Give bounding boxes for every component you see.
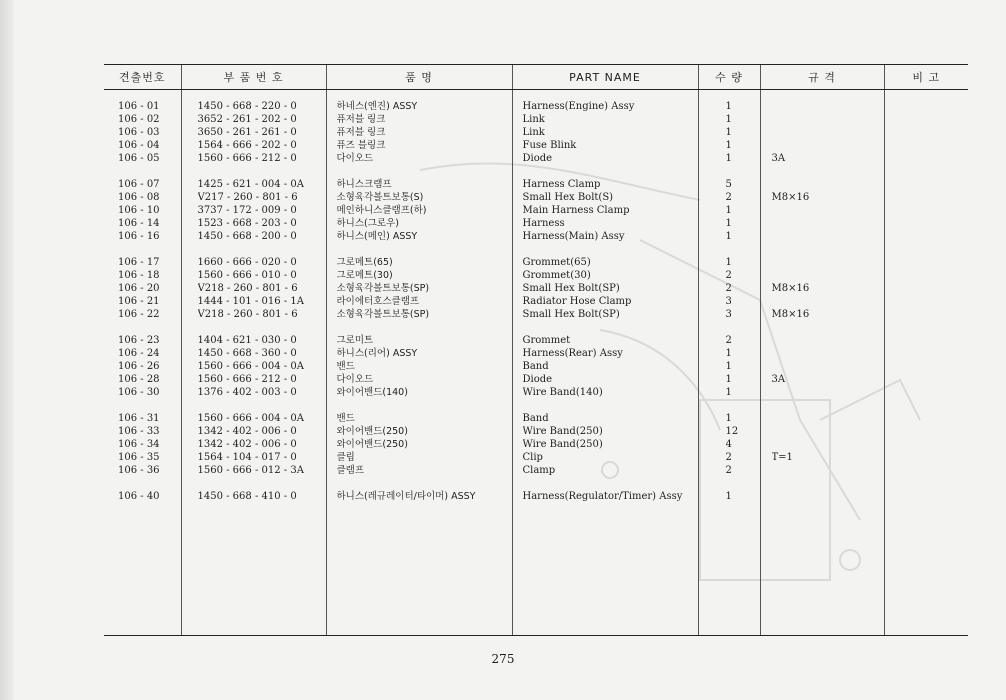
cell-ko: 퓨저블 링크 (336, 114, 386, 125)
cell-no: 106 - 23 (118, 335, 160, 346)
group-gap (198, 243, 325, 256)
group-gap (523, 243, 697, 256)
cell-no: 106 - 14 (118, 218, 160, 229)
cell-no: 106 - 30 (118, 387, 160, 398)
cell-spec (772, 178, 883, 191)
group-gap (337, 399, 511, 412)
cell-ko: 와이어밴드(140) (336, 387, 408, 398)
cell-pn: 1560 - 666 - 004 - 0A (197, 361, 304, 372)
cell-en: Wire Band(250) (522, 426, 603, 437)
cell-ko: 라이에터호스클램프 (336, 296, 420, 307)
group-gap (772, 399, 883, 412)
column-qty (698, 90, 760, 636)
cell-en: Clip (522, 452, 543, 463)
header-korean-name: 품 명 (326, 65, 512, 90)
cell-ko: 그로메트(30) (336, 270, 393, 281)
cell-spec (772, 230, 883, 243)
cell-ko: 소형육각볼트보통(SP) (336, 309, 430, 320)
cell-spec (772, 126, 883, 139)
cell-ko: 하니스(그로우) (336, 218, 399, 229)
cell-pn: 1560 - 666 - 212 - 0 (197, 153, 297, 164)
cell-qty: 1 (725, 101, 732, 112)
parts-table (104, 64, 968, 636)
cell-spec (772, 360, 883, 373)
cell-spec (772, 425, 883, 438)
cell-en: Small Hex Bolt(SP) (522, 283, 620, 294)
page-edge (0, 0, 14, 700)
cell-qty: 12 (725, 426, 739, 437)
group-gap (198, 399, 325, 412)
group-gap (523, 165, 697, 178)
group-gap (726, 165, 759, 178)
group-gap (118, 477, 180, 490)
header-remarks: 비 고 (884, 65, 968, 90)
cell-qty: 2 (725, 335, 732, 346)
cell-ko: 다이오드 (336, 153, 374, 164)
cell-pn: 1523 - 668 - 203 - 0 (197, 218, 297, 229)
cell-qty: 1 (725, 205, 732, 216)
cell-en: Grommet(65) (522, 257, 591, 268)
cell-ko: 하니스(리어) ASSY (336, 348, 418, 359)
cell-en: Harness(Engine) Assy (522, 101, 635, 112)
cell-ko: 메인하니스클램프(하) (336, 205, 427, 216)
header-part-number: 부 품 번 호 (181, 65, 326, 90)
cell-en: Radiator Hose Clamp (522, 296, 632, 307)
group-gap (337, 477, 511, 490)
group-gap (337, 165, 511, 178)
header-part-name: PART NAME (512, 65, 698, 90)
cell-no: 106 - 36 (118, 465, 160, 476)
cell-ko: 와이어밴드(250) (336, 426, 408, 437)
column-part-number (181, 90, 326, 636)
cell-qty: 3 (725, 309, 732, 320)
cell-qty: 2 (725, 270, 732, 281)
cell-no: 106 - 02 (118, 114, 160, 125)
cell-ko: 하니스(메인) ASSY (336, 231, 418, 242)
cell-spec: 3A (771, 153, 786, 164)
cell-pn: 1564 - 104 - 017 - 0 (197, 452, 297, 463)
cell-qty: 2 (725, 465, 732, 476)
cell-ko: 클램프 (336, 465, 365, 476)
group-gap (523, 321, 697, 334)
cell-ko: 그로미트 (336, 335, 374, 346)
cell-qty: 1 (725, 140, 732, 151)
cell-qty: 1 (725, 387, 732, 398)
cell-spec: M8×16 (771, 283, 810, 294)
cell-en: Small Hex Bolt(SP) (522, 309, 620, 320)
column-no (104, 90, 181, 636)
cell-pn: V217 - 260 - 801 - 6 (197, 192, 298, 203)
cell-pn: 1404 - 621 - 030 - 0 (197, 335, 297, 346)
cell-spec (772, 113, 883, 126)
cell-pn: 3650 - 261 - 261 - 0 (197, 127, 297, 138)
cell-no: 106 - 33 (118, 426, 160, 437)
cell-spec (772, 490, 883, 503)
cell-spec (772, 139, 883, 152)
cell-en: Harness Clamp (522, 179, 601, 190)
cell-en: Clamp (522, 465, 556, 476)
group-gap (772, 477, 883, 490)
cell-ko: 그로메트(65) (336, 257, 393, 268)
cell-ko: 소형육각볼트보통(SP) (336, 283, 430, 294)
cell-en: Harness(Main) Assy (522, 231, 625, 242)
cell-qty: 2 (725, 283, 732, 294)
header-no: 견출번호 (104, 65, 181, 90)
header-qty: 수 량 (698, 65, 760, 90)
header-spec: 규 격 (760, 65, 884, 90)
cell-no: 106 - 34 (118, 439, 160, 450)
cell-ko: 하니스크램프 (336, 179, 392, 190)
cell-en: Link (522, 114, 545, 125)
cell-qty: 1 (725, 361, 732, 372)
cell-qty: 1 (725, 413, 732, 424)
cell-pn: V218 - 260 - 801 - 6 (197, 283, 298, 294)
cell-spec (772, 386, 883, 399)
group-gap (523, 477, 697, 490)
cell-pn: 1564 - 666 - 202 - 0 (197, 140, 297, 151)
cell-qty: 1 (725, 127, 732, 138)
cell-pn: 1450 - 668 - 360 - 0 (197, 348, 297, 359)
cell-pn: 3652 - 261 - 202 - 0 (197, 114, 297, 125)
cell-pn: 1342 - 402 - 006 - 0 (197, 426, 297, 437)
cell-qty: 3 (725, 296, 732, 307)
cell-pn: 1342 - 402 - 006 - 0 (197, 439, 297, 450)
cell-no: 106 - 31 (118, 413, 160, 424)
group-gap (198, 321, 325, 334)
cell-spec: T=1 (771, 452, 793, 463)
cell-qty: 1 (725, 348, 732, 359)
cell-en: Harness (522, 218, 565, 229)
cell-spec: M8×16 (771, 192, 810, 203)
cell-pn: V218 - 260 - 801 - 6 (197, 309, 298, 320)
cell-en: Band (522, 413, 549, 424)
cell-en: Main Harness Clamp (522, 205, 630, 216)
cell-qty: 1 (725, 231, 732, 242)
cell-no: 106 - 35 (118, 452, 160, 463)
cell-no: 106 - 01 (118, 101, 160, 112)
cell-qty: 2 (725, 192, 732, 203)
cell-ko: 소형육각볼트보통(S) (336, 192, 424, 203)
cell-no: 106 - 22 (118, 309, 160, 320)
cell-ko: 다이오드 (336, 374, 374, 385)
cell-spec (772, 438, 883, 451)
cell-en: Small Hex Bolt(S) (522, 192, 614, 203)
group-gap (337, 243, 511, 256)
cell-en: Diode (522, 153, 553, 164)
cell-spec (772, 269, 883, 282)
cell-en: Grommet(30) (522, 270, 591, 281)
cell-en: Wire Band(250) (522, 439, 603, 450)
cell-pn: 1376 - 402 - 003 - 0 (197, 387, 297, 398)
group-gap (523, 399, 697, 412)
group-gap (772, 165, 883, 178)
cell-ko: 클립 (336, 452, 355, 463)
cell-en: Harness(Regulator/Timer) Assy (522, 491, 683, 502)
group-gap (772, 321, 883, 334)
group-gap (726, 243, 759, 256)
cell-spec (772, 334, 883, 347)
group-gap (198, 165, 325, 178)
cell-qty: 1 (725, 153, 732, 164)
cell-no: 106 - 40 (118, 491, 160, 502)
cell-pn: 1450 - 668 - 220 - 0 (197, 101, 297, 112)
cell-spec (772, 464, 883, 477)
column-part-name (512, 90, 698, 636)
cell-no: 106 - 17 (118, 257, 160, 268)
cell-en: Band (522, 361, 549, 372)
group-gap (726, 399, 759, 412)
cell-qty: 2 (725, 452, 732, 463)
cell-no: 106 - 07 (118, 179, 160, 190)
cell-qty: 1 (725, 257, 732, 268)
group-gap (118, 321, 180, 334)
cell-en: Wire Band(140) (522, 387, 603, 398)
group-gap (118, 399, 180, 412)
cell-qty: 1 (725, 374, 732, 385)
group-gap (118, 243, 180, 256)
table-body-row (104, 90, 968, 636)
cell-ko: 밴드 (336, 413, 355, 424)
cell-qty: 1 (725, 114, 732, 125)
cell-no: 106 - 21 (118, 296, 160, 307)
cell-spec: M8×16 (771, 309, 810, 320)
cell-pn: 1660 - 666 - 020 - 0 (197, 257, 297, 268)
cell-pn: 3737 - 172 - 009 - 0 (197, 205, 297, 216)
cell-ko: 하네스(엔진) ASSY (336, 101, 418, 112)
cell-spec (772, 100, 883, 113)
cell-no: 106 - 28 (118, 374, 160, 385)
cell-no: 106 - 03 (118, 127, 160, 138)
group-gap (726, 321, 759, 334)
group-gap (118, 165, 180, 178)
cell-pn: 1450 - 668 - 410 - 0 (197, 491, 297, 502)
column-remarks (884, 90, 968, 636)
cell-en: Link (522, 127, 545, 138)
cell-pn: 1444 - 101 - 016 - 1A (197, 296, 304, 307)
cell-en: Grommet (522, 335, 571, 346)
cell-spec (772, 347, 883, 360)
cell-spec: 3A (771, 374, 786, 385)
column-spec (760, 90, 884, 636)
cell-spec (772, 256, 883, 269)
page-number: 275 (491, 652, 515, 666)
cell-pn: 1425 - 621 - 004 - 0A (197, 179, 304, 190)
table-header-row (104, 65, 968, 90)
cell-ko: 하니스(레규레이터/타이머) ASSY (336, 491, 476, 502)
cell-qty: 4 (725, 439, 732, 450)
group-gap (198, 477, 325, 490)
cell-ko: 와이어밴드(250) (336, 439, 408, 450)
cell-pn: 1560 - 666 - 212 - 0 (197, 374, 297, 385)
cell-no: 106 - 20 (118, 283, 160, 294)
cell-no: 106 - 10 (118, 205, 160, 216)
cell-spec (772, 217, 883, 230)
cell-en: Diode (522, 374, 553, 385)
cell-no: 106 - 04 (118, 140, 160, 151)
group-gap (337, 321, 511, 334)
cell-qty: 1 (725, 491, 732, 502)
cell-no: 106 - 24 (118, 348, 160, 359)
cell-en: Harness(Rear) Assy (522, 348, 623, 359)
cell-pn: 1560 - 666 - 004 - 0A (197, 413, 304, 424)
cell-spec (772, 412, 883, 425)
cell-pn: 1560 - 666 - 010 - 0 (197, 270, 297, 281)
cell-pn: 1560 - 666 - 012 - 3A (197, 465, 304, 476)
cell-spec (772, 204, 883, 217)
cell-no: 106 - 05 (118, 153, 160, 164)
cell-qty: 5 (725, 179, 732, 190)
group-gap (772, 243, 883, 256)
cell-ko: 퓨저블 링크 (336, 127, 386, 138)
cell-spec (772, 295, 883, 308)
cell-no: 106 - 16 (118, 231, 160, 242)
cell-ko: 밴드 (336, 361, 355, 372)
group-gap (726, 477, 759, 490)
cell-ko: 퓨즈 블링크 (336, 140, 386, 151)
cell-no: 106 - 08 (118, 192, 160, 203)
cell-no: 106 - 26 (118, 361, 160, 372)
column-korean-name (326, 90, 512, 636)
cell-en: Fuse Blink (522, 140, 577, 151)
cell-no: 106 - 18 (118, 270, 160, 281)
cell-qty: 1 (725, 218, 732, 229)
cell-pn: 1450 - 668 - 200 - 0 (197, 231, 297, 242)
